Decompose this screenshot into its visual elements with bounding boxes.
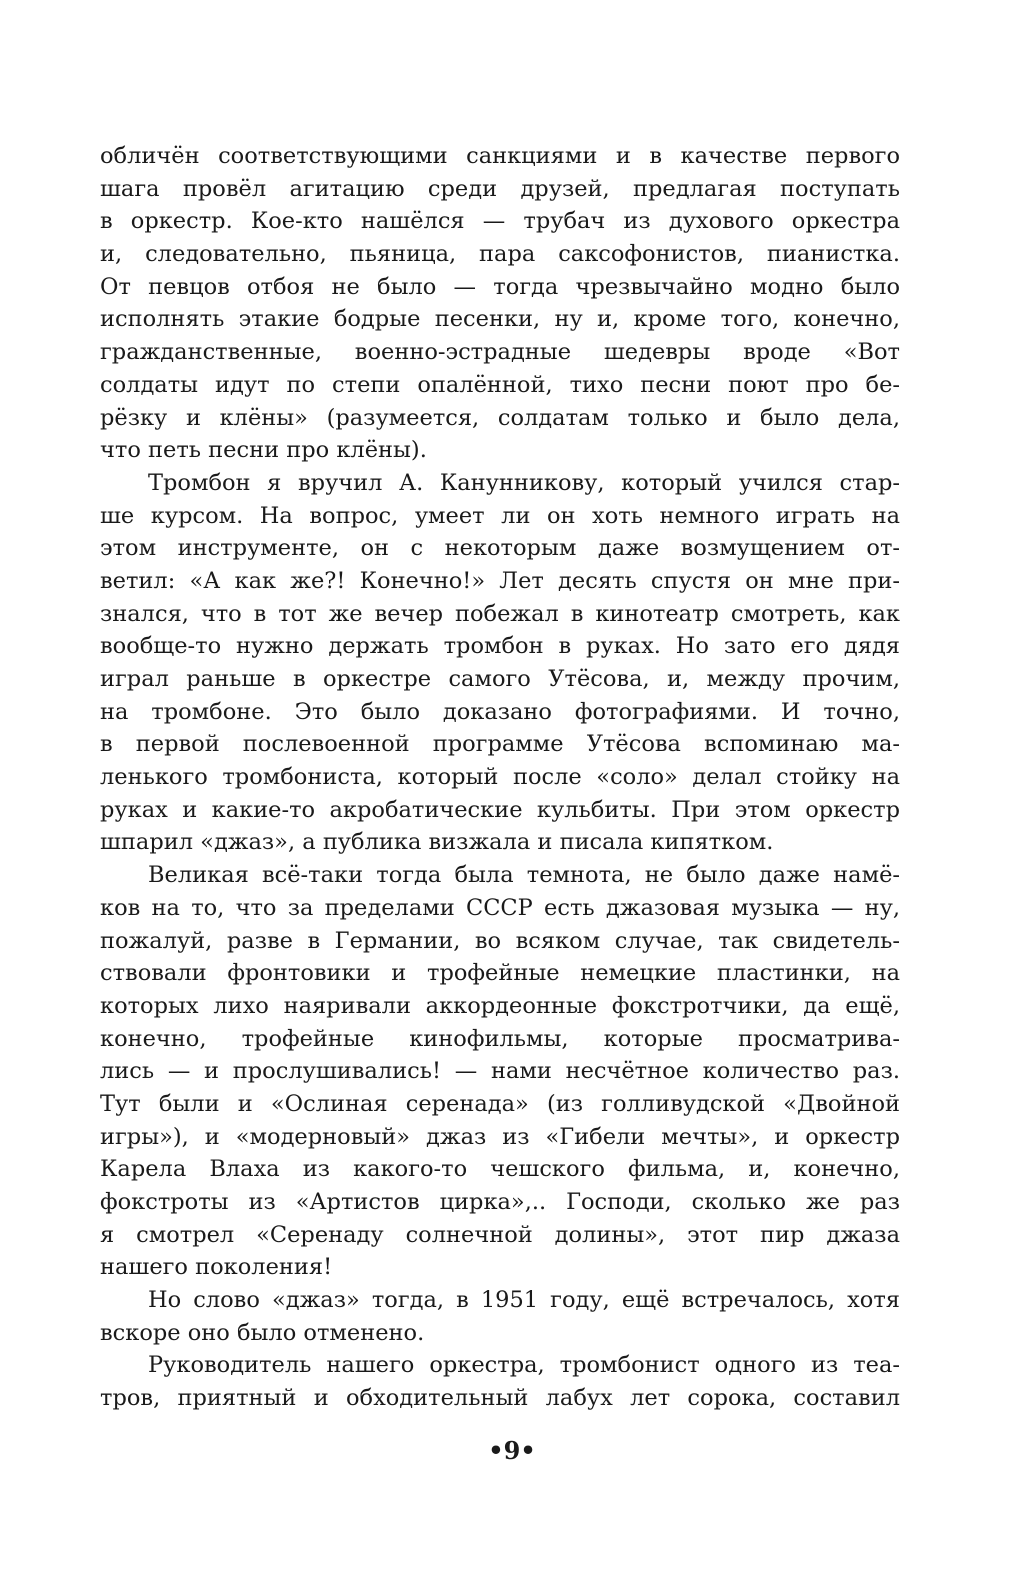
text-line: фокстроты из «Артистов цирка»,.. Господи, сколько же раз [100,1189,900,1215]
text-line: Тут были и «Ослиная серенада» (из голливудской «Двойной [100,1090,900,1117]
text-line: ветил: «А как же?! Конечно!» Лет десять спустя он мне при- [100,567,900,594]
text-line: исполнять этакие бодрые песенки, ну и, кроме того, конечно, [100,306,900,333]
text-line: тров, приятный и обходительный лабух лет сорока, составил [100,1385,900,1412]
text-line: что петь песни про клёны). [100,437,427,464]
text-line: я смотрел «Серенаду солнечной долины», этот пир джаза [100,1221,900,1248]
paragraph-3 [100,859,900,1284]
text-line: пожалуй, разве в Германии, во всяком случае, так свидетель- [100,927,900,954]
paragraph-5 [100,1349,900,1414]
text-line: ков на то, что за пределами СССР есть джазовая музыка — ну, [100,894,900,921]
page-number: •9• [488,1436,536,1465]
text-line: знался, что в тот же вечер побежал в кинотеатр смотреть, как [100,600,900,627]
text-line: в оркестр. Кое-кто нашёлся — трубач из духового оркестра [100,208,900,235]
text-line: шпарил «джаз», а публика визжала и писала кипятком. [100,829,774,856]
text-line: Но слово «джаз» тогда, в 1951 году, ещё встречалось, хотя [148,1287,900,1314]
text-line: обличён соответствующими санкциями и в качестве первого [100,143,900,169]
paragraph-2 [100,467,900,859]
text-line: солдаты идут по степи опалённой, тихо песни поют про бе- [100,371,900,398]
text-line: шага провёл агитацию среди друзей, предлагая поступать [100,175,900,202]
text-line: и, следовательно, пьяница, пара саксофонистов, пианистка. [100,241,900,268]
text-line: вскоре оно было отменено. [100,1319,425,1346]
text-line: Руководитель нашего оркестра, тромбонист одного из теа- [148,1352,900,1379]
text-line: в первой послевоенной программе Утёсова вспоминаю ма- [100,731,900,758]
text-line: ствовали фронтовики и трофейные немецкие пластинки, на [100,960,900,987]
text-line: рёзку и клёны» (разумеется, солдатам только и было дела, [100,404,900,431]
text-line: играл раньше в оркестре самого Утёсова, и, между прочим, [100,666,900,692]
text-line: конечно, трофейные кинофильмы, которые просматрива- [100,1025,900,1052]
text-line: лись — и прослушивались! — нами несчётное количество раз. [100,1058,900,1085]
text-line: ленького тромбониста, который после «соло» делал стойку на [100,764,900,791]
text-line: которых лихо наяривали аккордеонные фокстротчики, да ещё, [100,992,900,1019]
text-line: нашего поколения! [100,1254,333,1281]
text-line: этом инструменте, он с некоторым даже возмущением от- [100,535,900,562]
page-body [100,140,900,1415]
text-line: Великая всё-таки тогда была темнота, не было даже намё- [148,862,900,889]
text-line: вообще-то нужно держать тромбон в руках. Но зато его дядя [100,633,900,660]
text-line: на тромбоне. Это было доказано фотографиями. И точно, [100,698,900,725]
text-line: гражданственные, военно-эстрадные шедевры вроде «Вот [100,339,900,366]
text-line: От певцов отбоя не было — тогда чрезвычайно модно было [100,273,900,300]
text-line: руках и какие-то акробатические кульбиты. При этом оркестр [100,796,900,823]
text-line: Тромбон я вручил А. Канунникову, который учился стар- [148,469,900,496]
text-line: ше курсом. На вопрос, умеет ли он хоть немного играть на [100,502,900,529]
text-line: игры»), и «модерновый» джаз из «Гибели мечты», и оркестр [100,1123,900,1150]
paragraph-1 [100,140,900,467]
paragraph-4 [100,1284,900,1349]
text-line: Карела Влаха из какого-то чешского фильма, и, конечно, [100,1156,900,1183]
